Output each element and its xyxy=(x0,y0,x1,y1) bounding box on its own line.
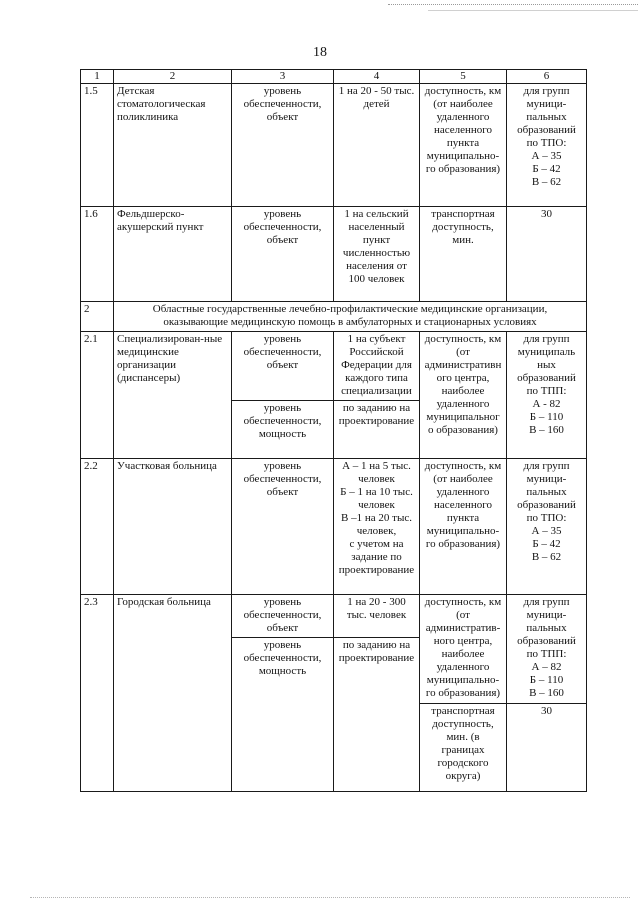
section-number: 2 xyxy=(81,302,114,332)
cell-line: В – 160 xyxy=(529,687,564,699)
cell-line: уровень xyxy=(263,460,302,472)
cell-line: Федерации для xyxy=(341,359,412,371)
scan-artifact-bottom xyxy=(30,897,630,898)
section-row xyxy=(81,302,587,332)
cell-line: муниципальног xyxy=(426,411,500,423)
facility-name: Специализирован-ные медицинские организации (диспансеры) xyxy=(114,332,232,459)
cell-line: обеспеченности, xyxy=(243,98,322,110)
cell-line: доступность, xyxy=(432,718,494,730)
cell-line: административ- xyxy=(425,622,501,634)
cell-line: муници- xyxy=(526,609,567,621)
cell-line: обеспеченности, xyxy=(243,609,322,621)
cell-line: специализации xyxy=(341,385,412,397)
cell-line: муниципально- xyxy=(426,525,500,537)
cell-line: В – 62 xyxy=(531,551,562,563)
header-cell: 5 xyxy=(420,70,507,84)
cell-line: ных xyxy=(537,359,556,371)
accessibility-cell xyxy=(420,704,507,792)
cell-line: для групп xyxy=(523,460,570,472)
group-cell xyxy=(507,459,587,595)
cell-line: по ТПО: xyxy=(526,137,567,149)
indicator-cell xyxy=(232,459,334,595)
indicator-cell xyxy=(232,595,334,638)
cell-line: задание по xyxy=(351,551,402,563)
cell-line: обеспеченности, xyxy=(243,652,322,664)
cell-line: населения от xyxy=(346,260,407,272)
cell-line: административн xyxy=(424,359,502,371)
cell-line: 1 на субъект xyxy=(347,333,406,345)
cell-line: тыс. человек xyxy=(346,609,407,621)
cell-line: муниципально- xyxy=(426,150,500,162)
header-row xyxy=(81,70,587,84)
value-cell xyxy=(334,459,420,595)
cell-line: уровень xyxy=(263,639,302,651)
cell-line: мощность xyxy=(258,665,307,677)
cell-line: Б – 42 xyxy=(532,163,561,175)
cell-line: уровень xyxy=(263,333,302,345)
cell-line: В – 160 xyxy=(529,424,564,436)
cell-line: объект xyxy=(266,622,299,634)
cell-line: доступность, км xyxy=(424,333,502,345)
cell-line: пункт xyxy=(362,234,391,246)
cell-line: Б – 1 на 10 тыс. xyxy=(340,486,413,498)
indicator-cell xyxy=(232,638,334,792)
cell-line: проектирование xyxy=(338,564,415,576)
cell-line: А – 1 на 5 тыс. xyxy=(342,460,411,472)
group-cell xyxy=(507,332,587,459)
cell-line: доступность, xyxy=(432,221,494,233)
cell-line: по заданию на xyxy=(342,639,411,651)
cell-line: каждого типа xyxy=(345,372,408,384)
accessibility-cell xyxy=(420,207,507,302)
cell-line: А - 82 xyxy=(532,398,561,410)
cell-line: 30 xyxy=(541,208,552,220)
cell-line: населенный xyxy=(348,221,405,233)
cell-line: (от наиболее xyxy=(433,473,493,485)
cell-line: по ТПП: xyxy=(526,385,567,397)
cell-line: 1 на 20 - 50 тыс. xyxy=(338,85,415,97)
table-row xyxy=(81,84,587,207)
cell-line: оказывающие медицинскую помощь в амбулаторных и стационарных условиях xyxy=(163,316,537,328)
cell-line: наиболее xyxy=(441,385,485,397)
cell-line: (от xyxy=(456,609,470,621)
cell-line: транспортная xyxy=(431,705,495,717)
cell-line: (от xyxy=(456,346,470,358)
cell-line: удаленного xyxy=(436,661,490,673)
accessibility-cell xyxy=(420,459,507,595)
cell-line: удаленного xyxy=(436,111,490,123)
cell-line: 100 человек xyxy=(348,273,405,285)
cell-line: А – 35 xyxy=(531,525,562,537)
cell-line: муници- xyxy=(526,473,567,485)
cell-line: (от наиболее xyxy=(433,98,493,110)
cell-line: мин. xyxy=(452,234,474,246)
cell-line: пальных xyxy=(526,622,567,634)
cell-line: образований xyxy=(517,499,576,511)
cell-line: мощность xyxy=(258,428,307,440)
cell-line: человек xyxy=(358,499,395,511)
cell-line: А – 82 xyxy=(531,661,562,673)
cell-line: муниципаль xyxy=(517,346,576,358)
cell-line: человек xyxy=(358,473,395,485)
table-row xyxy=(81,595,587,638)
cell-line: пальных xyxy=(526,486,567,498)
facility-name: Детская стоматологическая поликлиника xyxy=(114,84,232,207)
section-title xyxy=(114,302,587,332)
cell-line: населенного xyxy=(433,124,493,136)
cell-line: Б – 110 xyxy=(529,674,564,686)
accessibility-cell xyxy=(420,595,507,704)
cell-line: 1 на сельский xyxy=(344,208,409,220)
row-number: 1.5 xyxy=(81,84,114,207)
cell-line: уровень xyxy=(263,402,302,414)
cell-line: ного центра, xyxy=(433,635,493,647)
facility-name: Городская больница xyxy=(114,595,232,792)
page-number: 18 xyxy=(313,45,327,60)
cell-line: объект xyxy=(266,111,299,123)
value-cell xyxy=(334,207,420,302)
group-cell xyxy=(507,595,587,704)
cell-line: по ТПП: xyxy=(526,648,567,660)
cell-line: Б – 42 xyxy=(532,538,561,550)
cell-line: для групп xyxy=(523,596,570,608)
cell-line: В –1 на 20 тыс. xyxy=(341,512,412,524)
cell-line: муниципально- xyxy=(426,674,500,686)
cell-line: го образования) xyxy=(425,163,501,175)
value-cell xyxy=(334,401,420,459)
cell-line: обеспеченности, xyxy=(243,346,322,358)
group-cell xyxy=(507,704,587,792)
table-row xyxy=(81,459,587,595)
group-cell xyxy=(507,207,587,302)
cell-line: для групп xyxy=(523,85,570,97)
cell-line: уровень xyxy=(263,208,302,220)
scan-artifact-top-line xyxy=(428,10,638,11)
cell-line: Областные государственные лечебно-профилактические медицинские организации, xyxy=(152,303,548,315)
cell-line: го образования) xyxy=(425,538,501,550)
cell-line: проектирование xyxy=(338,652,415,664)
cell-line: о образования) xyxy=(428,424,498,436)
table-row xyxy=(81,332,587,401)
indicator-cell xyxy=(232,332,334,401)
cell-line: обеспеченности, xyxy=(243,221,322,233)
table-row xyxy=(81,207,587,302)
indicator-cell xyxy=(232,207,334,302)
row-number: 2.1 xyxy=(81,332,114,459)
cell-line: обеспеченности, xyxy=(243,473,322,485)
cell-line: удаленного xyxy=(436,486,490,498)
cell-line: обеспеченности, xyxy=(243,415,322,427)
cell-line: городского xyxy=(437,757,489,769)
cell-line: образований xyxy=(517,635,576,647)
accessibility-cell xyxy=(420,84,507,207)
header-cell: 1 xyxy=(81,70,114,84)
accessibility-cell xyxy=(420,332,507,459)
cell-line: для групп xyxy=(523,333,570,345)
cell-line: уровень xyxy=(263,85,302,97)
value-cell xyxy=(334,595,420,638)
indicator-cell xyxy=(232,401,334,459)
header-cell: 4 xyxy=(334,70,420,84)
value-cell xyxy=(334,638,420,792)
scan-artifact-top xyxy=(388,4,638,5)
cell-line: Российской xyxy=(349,346,404,358)
cell-line: удаленного xyxy=(436,398,490,410)
cell-line: ого центра, xyxy=(436,372,490,384)
cell-line: 30 xyxy=(541,705,552,717)
value-cell xyxy=(334,332,420,401)
cell-line: детей xyxy=(363,98,390,110)
cell-line: объект xyxy=(266,234,299,246)
row-number: 2.3 xyxy=(81,595,114,792)
header-cell: 6 xyxy=(507,70,587,84)
cell-line: доступность, км xyxy=(424,85,502,97)
cell-line: человек, xyxy=(356,525,397,537)
row-number: 1.6 xyxy=(81,207,114,302)
cell-line: Б – 110 xyxy=(529,411,564,423)
cell-line: образований xyxy=(517,124,576,136)
cell-line: объект xyxy=(266,359,299,371)
facility-name: Участковая больница xyxy=(114,459,232,595)
cell-line: с учетом на xyxy=(349,538,404,550)
cell-line: населенного xyxy=(433,499,493,511)
cell-line: пункта xyxy=(446,512,480,524)
cell-line: проектирование xyxy=(338,415,415,427)
cell-line: транспортная xyxy=(431,208,495,220)
cell-line: го образования) xyxy=(425,687,501,699)
cell-line: численностью xyxy=(342,247,411,259)
header-cell: 2 xyxy=(114,70,232,84)
cell-line: округа) xyxy=(445,770,481,782)
cell-line: А – 35 xyxy=(531,150,562,162)
indicator-cell xyxy=(232,84,334,207)
cell-line: по заданию на xyxy=(342,402,411,414)
cell-line: границах xyxy=(441,744,485,756)
cell-line: доступность, км xyxy=(424,460,502,472)
cell-line: объект xyxy=(266,486,299,498)
row-number: 2.2 xyxy=(81,459,114,595)
norms-table xyxy=(80,69,587,792)
cell-line: доступность, км xyxy=(424,596,502,608)
cell-line: мин. (в xyxy=(446,731,480,743)
value-cell xyxy=(334,84,420,207)
cell-line: пальных xyxy=(526,111,567,123)
group-cell xyxy=(507,84,587,207)
cell-line: по ТПО: xyxy=(526,512,567,524)
cell-line: В – 62 xyxy=(531,176,562,188)
cell-line: уровень xyxy=(263,596,302,608)
cell-line: муници- xyxy=(526,98,567,110)
header-cell: 3 xyxy=(232,70,334,84)
facility-name: Фельдшерско-акушерский пункт xyxy=(114,207,232,302)
cell-line: наиболее xyxy=(441,648,485,660)
cell-line: 1 на 20 - 300 xyxy=(347,596,406,608)
cell-line: образований xyxy=(517,372,576,384)
cell-line: пункта xyxy=(446,137,480,149)
